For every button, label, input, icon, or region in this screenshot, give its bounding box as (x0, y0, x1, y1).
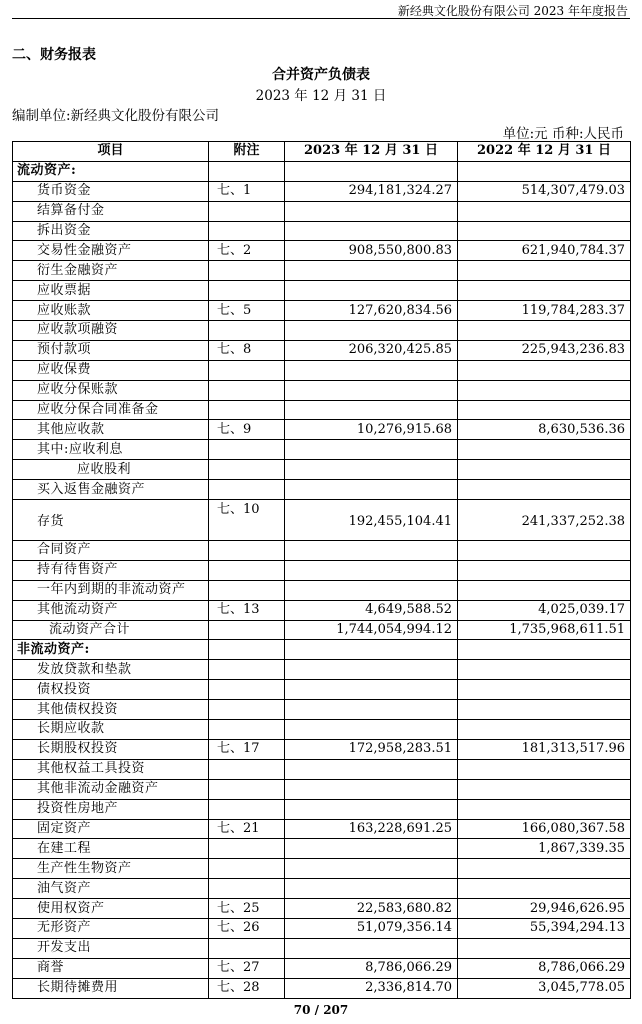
row-note (209, 380, 285, 400)
row-value-2023 (285, 660, 458, 680)
table-row (13, 700, 631, 720)
row-item-label: 油气资产 (13, 879, 209, 899)
table-row (13, 859, 631, 879)
row-value-2022: 4,025,039.17 (458, 600, 631, 620)
row-note (209, 360, 285, 380)
row-value-2023 (285, 281, 458, 301)
row-item-label: 非流动资产: (13, 640, 209, 660)
row-note (209, 620, 285, 640)
row-note (209, 460, 285, 480)
row-value-2022: 621,940,784.37 (458, 241, 631, 261)
row-item-label: 生产性生物资产 (13, 859, 209, 879)
row-item-label: 流动资产合计 (13, 620, 209, 640)
row-value-2022: 225,943,236.83 (458, 340, 631, 360)
table-row (13, 181, 631, 201)
row-note: 七、8 (209, 340, 285, 360)
table-row (13, 301, 631, 321)
row-note (209, 400, 285, 420)
row-item-label: 商誉 (13, 958, 209, 978)
row-value-2023 (285, 938, 458, 958)
row-note (209, 879, 285, 899)
row-item-label: 应收分保账款 (13, 380, 209, 400)
row-value-2022: 119,784,283.37 (458, 301, 631, 321)
row-item-label: 应收分保合同准备金 (13, 400, 209, 420)
row-item-label: 存货 (13, 500, 209, 541)
row-value-2022 (458, 700, 631, 720)
table-row (13, 620, 631, 640)
table-row (13, 580, 631, 600)
row-note: 七、17 (209, 739, 285, 759)
table-row (13, 261, 631, 281)
row-item-label: 拆出资金 (13, 221, 209, 241)
row-value-2022 (458, 321, 631, 341)
row-note: 七、28 (209, 978, 285, 998)
row-value-2022 (458, 360, 631, 380)
row-note: 七、5 (209, 301, 285, 321)
row-value-2022 (458, 879, 631, 899)
table-row (13, 759, 631, 779)
column-header-note: 附注 (209, 142, 285, 162)
row-value-2022: 166,080,367.58 (458, 819, 631, 839)
row-value-2022: 55,394,294.13 (458, 918, 631, 938)
table-date: 2023 年 12 月 31 日 (255, 88, 387, 104)
row-value-2022 (458, 859, 631, 879)
table-row (13, 221, 631, 241)
table-row (13, 560, 631, 580)
row-value-2022 (458, 938, 631, 958)
row-value-2022 (458, 480, 631, 500)
table-row (13, 819, 631, 839)
row-note (209, 161, 285, 181)
row-value-2023 (285, 380, 458, 400)
row-value-2022 (458, 221, 631, 241)
row-value-2023: 2,336,814.70 (285, 978, 458, 998)
row-note (209, 839, 285, 859)
row-value-2022: 514,307,479.03 (458, 181, 631, 201)
row-value-2023 (285, 720, 458, 740)
table-row (13, 360, 631, 380)
table-row (13, 640, 631, 660)
row-value-2022: 3,045,778.05 (458, 978, 631, 998)
table-row (13, 918, 631, 938)
row-note (209, 700, 285, 720)
row-value-2023: 206,320,425.85 (285, 340, 458, 360)
row-value-2023 (285, 839, 458, 859)
table-row (13, 600, 631, 620)
row-item-label: 长期应收款 (13, 720, 209, 740)
row-item-label: 长期股权投资 (13, 739, 209, 759)
row-value-2023: 51,079,356.14 (285, 918, 458, 938)
row-note (209, 720, 285, 740)
row-value-2023 (285, 221, 458, 241)
row-value-2022 (458, 460, 631, 480)
row-value-2023: 172,958,283.51 (285, 739, 458, 759)
table-row (13, 500, 631, 541)
row-value-2023 (285, 560, 458, 580)
row-value-2023 (285, 580, 458, 600)
row-value-2023: 192,455,104.41 (285, 500, 458, 541)
row-value-2023 (285, 201, 458, 221)
row-value-2023: 10,276,915.68 (285, 420, 458, 440)
row-note: 七、25 (209, 899, 285, 919)
table-row (13, 660, 631, 680)
row-note: 七、13 (209, 600, 285, 620)
table-row (13, 720, 631, 740)
row-note: 七、21 (209, 819, 285, 839)
currency-unit: 单位:元 币种:人民币 (502, 126, 624, 142)
row-value-2023 (285, 161, 458, 181)
row-note (209, 480, 285, 500)
row-value-2023: 127,620,834.56 (285, 301, 458, 321)
row-note (209, 541, 285, 561)
row-item-label: 固定资产 (13, 819, 209, 839)
row-item-label: 其他债权投资 (13, 700, 209, 720)
row-value-2023 (285, 480, 458, 500)
row-value-2022 (458, 799, 631, 819)
row-note (209, 799, 285, 819)
row-value-2023 (285, 541, 458, 561)
row-value-2022 (458, 720, 631, 740)
row-value-2022 (458, 560, 631, 580)
row-item-label: 预付款项 (13, 340, 209, 360)
table-row (13, 161, 631, 181)
table-row (13, 899, 631, 919)
row-value-2023 (285, 261, 458, 281)
row-note (209, 560, 285, 580)
row-note: 七、26 (209, 918, 285, 938)
row-value-2023 (285, 700, 458, 720)
row-note (209, 640, 285, 660)
row-item-label: 其他流动资产 (13, 600, 209, 620)
report-header-text: 新经典文化股份有限公司 2023 年年度报告 (397, 4, 628, 18)
row-value-2022 (458, 201, 631, 221)
table-row (13, 541, 631, 561)
table-title: 合并资产负债表 (272, 67, 370, 83)
row-note (209, 281, 285, 301)
table-row (13, 340, 631, 360)
row-item-label: 衍生金融资产 (13, 261, 209, 281)
row-value-2023: 908,550,800.83 (285, 241, 458, 261)
row-value-2022: 8,630,536.36 (458, 420, 631, 440)
table-row (13, 321, 631, 341)
row-value-2022: 1,867,339.35 (458, 839, 631, 859)
row-item-label: 持有待售资产 (13, 560, 209, 580)
row-note: 七、10 (209, 500, 285, 541)
table-row (13, 839, 631, 859)
table-row (13, 201, 631, 221)
row-note (209, 779, 285, 799)
table-row (13, 241, 631, 261)
row-note: 七、1 (209, 181, 285, 201)
table-header-row (13, 142, 631, 162)
column-header-2022: 2022 年 12 月 31 日 (458, 142, 631, 162)
row-value-2022 (458, 680, 631, 700)
row-value-2023 (285, 360, 458, 380)
table-row (13, 799, 631, 819)
row-value-2022 (458, 400, 631, 420)
company-name: 编制单位:新经典文化股份有限公司 (12, 108, 220, 124)
row-item-label: 投资性房地产 (13, 799, 209, 819)
row-note (209, 201, 285, 221)
table-row (13, 440, 631, 460)
row-note (209, 580, 285, 600)
table-row (13, 680, 631, 700)
row-value-2022 (458, 580, 631, 600)
row-item-label: 其他权益工具投资 (13, 759, 209, 779)
table-row (13, 460, 631, 480)
row-value-2022: 241,337,252.38 (458, 500, 631, 541)
row-item-label: 买入返售金融资产 (13, 480, 209, 500)
row-item-label: 无形资产 (13, 918, 209, 938)
row-item-label: 其他应收款 (13, 420, 209, 440)
row-item-label: 货币资金 (13, 181, 209, 201)
row-item-label: 结算备付金 (13, 201, 209, 221)
row-item-label: 应收股利 (13, 460, 209, 480)
row-note (209, 261, 285, 281)
row-item-label: 应收保费 (13, 360, 209, 380)
row-item-label: 其他非流动金融资产 (13, 779, 209, 799)
row-value-2023: 8,786,066.29 (285, 958, 458, 978)
row-item-label: 发放贷款和垫款 (13, 660, 209, 680)
table-row (13, 978, 631, 998)
row-value-2023 (285, 400, 458, 420)
row-value-2023 (285, 759, 458, 779)
row-item-label: 债权投资 (13, 680, 209, 700)
row-value-2022 (458, 640, 631, 660)
row-value-2023 (285, 779, 458, 799)
row-value-2023 (285, 879, 458, 899)
table-row (13, 400, 631, 420)
header-rule (12, 18, 630, 19)
column-header-item: 项目 (13, 142, 209, 162)
table-row (13, 480, 631, 500)
page-number: 70 / 207 (293, 1003, 349, 1017)
row-item-label: 流动资产: (13, 161, 209, 181)
row-value-2022 (458, 380, 631, 400)
table-row (13, 879, 631, 899)
row-note: 七、2 (209, 241, 285, 261)
row-value-2022 (458, 440, 631, 460)
row-note (209, 321, 285, 341)
row-item-label: 交易性金融资产 (13, 241, 209, 261)
table-row (13, 420, 631, 440)
row-value-2022 (458, 759, 631, 779)
table-body (13, 161, 631, 998)
row-item-label: 应收款项融资 (13, 321, 209, 341)
row-value-2023: 1,744,054,994.12 (285, 620, 458, 640)
row-value-2023 (285, 799, 458, 819)
balance-sheet-table (12, 141, 631, 999)
row-value-2022 (458, 779, 631, 799)
row-value-2023 (285, 680, 458, 700)
row-value-2023: 163,228,691.25 (285, 819, 458, 839)
row-value-2022 (458, 161, 631, 181)
table-row (13, 938, 631, 958)
row-note (209, 660, 285, 680)
row-item-label: 应收账款 (13, 301, 209, 321)
section-title: 二、财务报表 (12, 47, 96, 63)
page-header (0, 0, 642, 20)
row-item-label: 使用权资产 (13, 899, 209, 919)
row-value-2022: 181,313,517.96 (458, 739, 631, 759)
table-row (13, 739, 631, 759)
row-value-2023: 22,583,680.82 (285, 899, 458, 919)
row-value-2023: 294,181,324.27 (285, 181, 458, 201)
row-note: 七、9 (209, 420, 285, 440)
row-value-2023 (285, 321, 458, 341)
table-row (13, 779, 631, 799)
row-item-label: 长期待摊费用 (13, 978, 209, 998)
row-value-2023 (285, 859, 458, 879)
column-header-2023: 2023 年 12 月 31 日 (285, 142, 458, 162)
row-note: 七、27 (209, 958, 285, 978)
row-value-2022 (458, 541, 631, 561)
row-value-2022: 29,946,626.95 (458, 899, 631, 919)
row-value-2023: 4,649,588.52 (285, 600, 458, 620)
table-row (13, 281, 631, 301)
row-value-2022 (458, 261, 631, 281)
row-item-label: 开发支出 (13, 938, 209, 958)
row-item-label: 其中:应收利息 (13, 440, 209, 460)
row-value-2022 (458, 281, 631, 301)
row-value-2022 (458, 660, 631, 680)
table-row (13, 380, 631, 400)
row-note (209, 221, 285, 241)
row-value-2023 (285, 440, 458, 460)
row-note (209, 680, 285, 700)
row-value-2023 (285, 640, 458, 660)
row-note (209, 938, 285, 958)
row-item-label: 应收票据 (13, 281, 209, 301)
row-note (209, 759, 285, 779)
row-value-2022: 1,735,968,611.51 (458, 620, 631, 640)
row-item-label: 合同资产 (13, 541, 209, 561)
row-item-label: 一年内到期的非流动资产 (13, 580, 209, 600)
row-note (209, 859, 285, 879)
row-value-2023 (285, 460, 458, 480)
row-item-label: 在建工程 (13, 839, 209, 859)
table-row (13, 958, 631, 978)
row-value-2022: 8,786,066.29 (458, 958, 631, 978)
row-note (209, 440, 285, 460)
